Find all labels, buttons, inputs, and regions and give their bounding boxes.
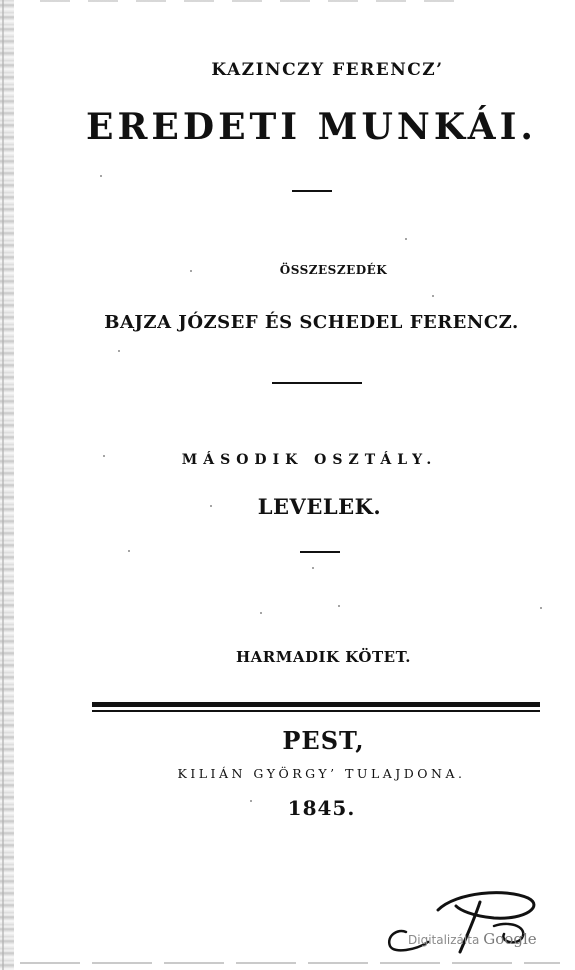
- scan-artifact-bottom: [20, 962, 560, 964]
- editors-line: BAJZA JÓZSEF ÉS SCHEDEL FERENCZ.: [104, 312, 519, 333]
- volume-line: HARMADIK KÖTET.: [235, 648, 412, 666]
- section-line: MÁSODIK OSZTÁLY.: [181, 452, 438, 468]
- imprint-rule-thick: [92, 702, 540, 707]
- handwritten-signature: [376, 880, 566, 960]
- author-line: KAZINCZY FERENCZ’: [211, 60, 444, 80]
- collected-by-line: ÖSSZESZEDÉK: [279, 263, 388, 277]
- imprint-city: PEST,: [282, 726, 365, 755]
- divider-rule: [300, 551, 340, 553]
- divider-rule: [272, 382, 362, 384]
- main-title: EREDETI MUNKÁI.: [86, 106, 537, 148]
- imprint-rule-thin: [92, 710, 540, 712]
- divider-rule: [292, 190, 332, 192]
- digitization-watermark: [408, 930, 537, 948]
- imprint-publisher: KILIÁN GYÖRGY’ TULAJDONA.: [177, 766, 466, 781]
- binding-edge: [0, 0, 14, 970]
- section-title: LEVELEK.: [257, 494, 382, 519]
- imprint-year: 1845.: [287, 796, 356, 820]
- scan-artifact-top: [40, 0, 460, 2]
- google-logo: Google: [483, 930, 537, 948]
- watermark-text: Digitalizálta: [408, 933, 480, 947]
